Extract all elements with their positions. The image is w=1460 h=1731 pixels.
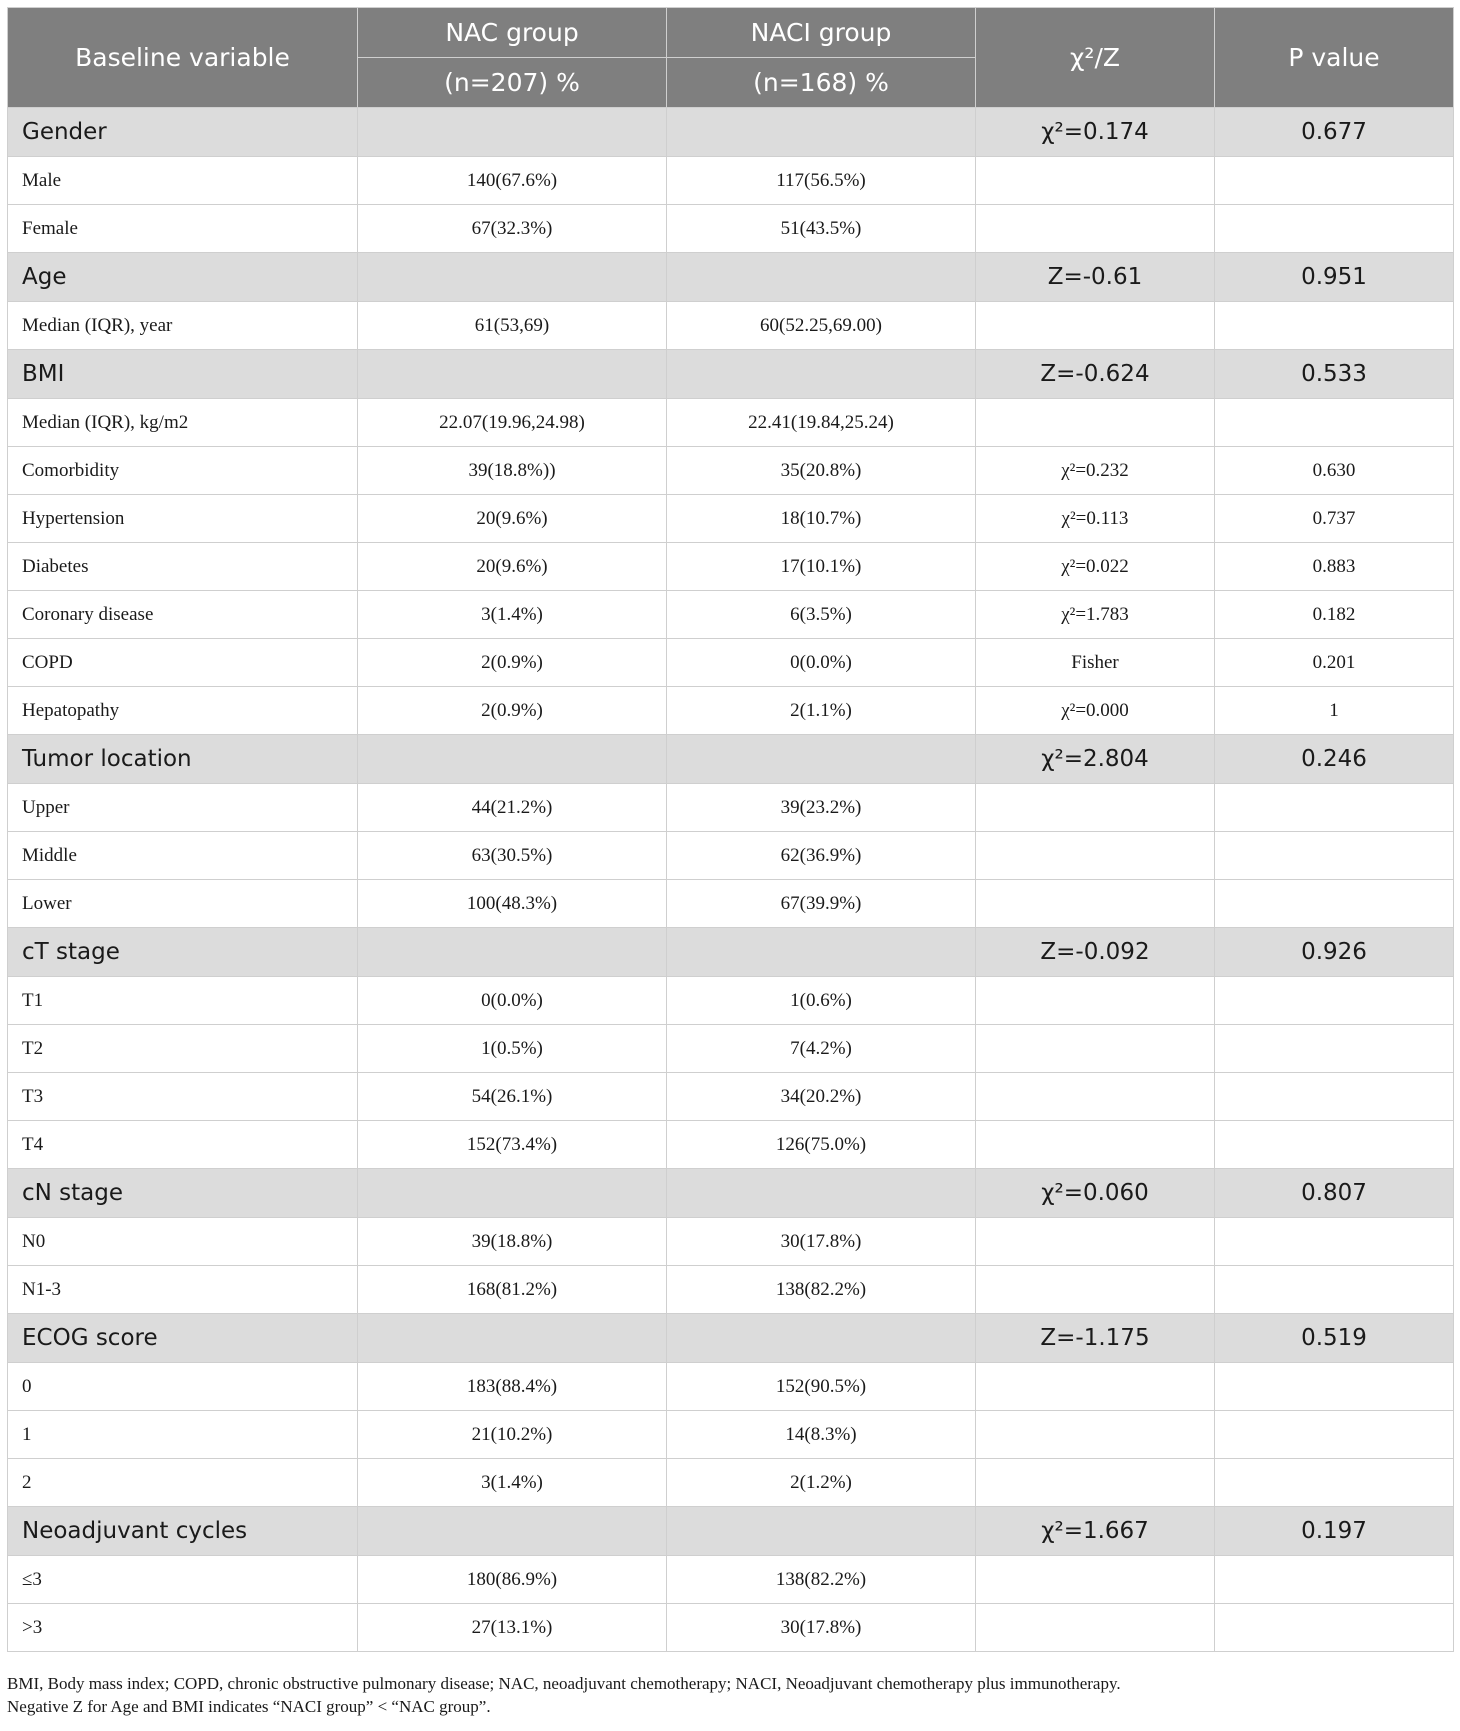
section-row	[8, 1507, 1454, 1556]
cell-statistic: χ²=0.113	[976, 495, 1215, 543]
cell-statistic: χ²=0.174	[976, 108, 1215, 157]
table-header	[8, 8, 1454, 108]
cell-statistic: Z=-0.092	[976, 928, 1215, 977]
cell-nac: 39(18.8%)	[358, 1218, 667, 1266]
cell-p-value: 0.737	[1215, 495, 1454, 543]
baseline-table	[7, 7, 1454, 1652]
table-row	[8, 1459, 1454, 1507]
cell-p-value	[1215, 880, 1454, 928]
cell-naci: 138(82.2%)	[667, 1266, 976, 1314]
cell-nac: 54(26.1%)	[358, 1073, 667, 1121]
cell-nac: 22.07(19.96,24.98)	[358, 399, 667, 447]
cell-naci: 30(17.8%)	[667, 1218, 976, 1266]
cell-naci: 152(90.5%)	[667, 1363, 976, 1411]
cell-statistic: Fisher	[976, 639, 1215, 687]
cell-nac: 180(86.9%)	[358, 1556, 667, 1604]
cell-statistic: χ²=1.783	[976, 591, 1215, 639]
cell-statistic: Z=-0.624	[976, 350, 1215, 399]
cell-statistic: Z=-0.61	[976, 253, 1215, 302]
cell-p-value: 0.197	[1215, 1507, 1454, 1556]
cell-variable: Female	[8, 205, 358, 253]
cell-nac: 140(67.6%)	[358, 157, 667, 205]
cell-variable: cT stage	[8, 928, 358, 977]
cell-nac: 20(9.6%)	[358, 543, 667, 591]
table-row	[8, 1121, 1454, 1169]
cell-statistic	[976, 157, 1215, 205]
cell-nac: 1(0.5%)	[358, 1025, 667, 1073]
footnote-negative-z: Negative Z for Age and BMI indicates “NACI group” < “NAC group”.	[7, 1697, 491, 1716]
cell-variable: ≤3	[8, 1556, 358, 1604]
cell-variable: Coronary disease	[8, 591, 358, 639]
cell-variable: Hypertension	[8, 495, 358, 543]
cell-statistic	[976, 1604, 1215, 1652]
cell-statistic: χ²=2.804	[976, 735, 1215, 784]
cell-naci: 22.41(19.84,25.24)	[667, 399, 976, 447]
section-row	[8, 108, 1454, 157]
cell-naci	[667, 1314, 976, 1363]
header-naci-group: NACI group	[667, 8, 976, 58]
cell-variable: 2	[8, 1459, 358, 1507]
table-row	[8, 687, 1454, 735]
cell-nac: 168(81.2%)	[358, 1266, 667, 1314]
cell-statistic: χ²=1.667	[976, 1507, 1215, 1556]
section-row	[8, 735, 1454, 784]
cell-nac	[358, 735, 667, 784]
cell-nac: 183(88.4%)	[358, 1363, 667, 1411]
header-p-value: P value	[1215, 8, 1454, 108]
cell-variable: 1	[8, 1411, 358, 1459]
cell-statistic	[976, 399, 1215, 447]
cell-nac: 2(0.9%)	[358, 687, 667, 735]
table-row	[8, 302, 1454, 350]
cell-statistic	[976, 302, 1215, 350]
cell-p-value: 0.201	[1215, 639, 1454, 687]
cell-nac: 20(9.6%)	[358, 495, 667, 543]
cell-nac	[358, 1507, 667, 1556]
cell-statistic	[976, 1025, 1215, 1073]
cell-nac: 21(10.2%)	[358, 1411, 667, 1459]
cell-p-value	[1215, 205, 1454, 253]
cell-naci: 2(1.1%)	[667, 687, 976, 735]
cell-nac	[358, 928, 667, 977]
cell-naci	[667, 735, 976, 784]
cell-naci: 6(3.5%)	[667, 591, 976, 639]
section-row	[8, 928, 1454, 977]
cell-nac	[358, 1314, 667, 1363]
cell-statistic: χ²=0.060	[976, 1169, 1215, 1218]
header-naci-n: (n=168) %	[667, 58, 976, 108]
table-row	[8, 1218, 1454, 1266]
cell-variable: N1-3	[8, 1266, 358, 1314]
cell-naci: 34(20.2%)	[667, 1073, 976, 1121]
cell-statistic	[976, 1121, 1215, 1169]
cell-nac: 44(21.2%)	[358, 784, 667, 832]
cell-nac: 63(30.5%)	[358, 832, 667, 880]
cell-p-value	[1215, 1459, 1454, 1507]
table-body	[8, 108, 1454, 1652]
cell-variable: ECOG score	[8, 1314, 358, 1363]
cell-variable: Hepatopathy	[8, 687, 358, 735]
cell-p-value: 0.677	[1215, 108, 1454, 157]
cell-naci	[667, 1507, 976, 1556]
cell-p-value	[1215, 832, 1454, 880]
cell-p-value	[1215, 1556, 1454, 1604]
cell-p-value: 0.883	[1215, 543, 1454, 591]
cell-variable: T1	[8, 977, 358, 1025]
table-row	[8, 447, 1454, 495]
footnote-abbreviations: BMI, Body mass index; COPD, chronic obstructive pulmonary disease; NAC, neoadjuvant chemotherapy; NACI, Neoadjuvant chemotherapy plus immunotherapy.	[7, 1674, 1121, 1693]
cell-statistic	[976, 1556, 1215, 1604]
cell-statistic	[976, 977, 1215, 1025]
cell-variable: Neoadjuvant cycles	[8, 1507, 358, 1556]
cell-variable: Diabetes	[8, 543, 358, 591]
table-footnotes	[7, 1672, 1453, 1718]
cell-nac	[358, 108, 667, 157]
cell-variable: >3	[8, 1604, 358, 1652]
section-row	[8, 1169, 1454, 1218]
cell-statistic: χ²=0.000	[976, 687, 1215, 735]
cell-nac: 2(0.9%)	[358, 639, 667, 687]
header-statistic: χ²/Z	[976, 8, 1215, 108]
cell-nac: 39(18.8%))	[358, 447, 667, 495]
section-row	[8, 253, 1454, 302]
cell-variable: 0	[8, 1363, 358, 1411]
table-row	[8, 639, 1454, 687]
cell-variable: Comorbidity	[8, 447, 358, 495]
cell-naci: 17(10.1%)	[667, 543, 976, 591]
header-nac-group: NAC group	[358, 8, 667, 58]
cell-nac: 27(13.1%)	[358, 1604, 667, 1652]
cell-naci	[667, 350, 976, 399]
cell-nac	[358, 1169, 667, 1218]
cell-p-value: 0.182	[1215, 591, 1454, 639]
cell-statistic: Z=-1.175	[976, 1314, 1215, 1363]
cell-statistic	[976, 880, 1215, 928]
table-row	[8, 157, 1454, 205]
cell-naci: 51(43.5%)	[667, 205, 976, 253]
cell-naci: 0(0.0%)	[667, 639, 976, 687]
cell-p-value: 0.246	[1215, 735, 1454, 784]
cell-statistic	[976, 784, 1215, 832]
cell-variable: T3	[8, 1073, 358, 1121]
cell-p-value	[1215, 302, 1454, 350]
cell-p-value	[1215, 1025, 1454, 1073]
cell-p-value	[1215, 1073, 1454, 1121]
cell-naci	[667, 253, 976, 302]
cell-naci: 30(17.8%)	[667, 1604, 976, 1652]
cell-naci: 67(39.9%)	[667, 880, 976, 928]
cell-statistic: χ²=0.232	[976, 447, 1215, 495]
cell-p-value	[1215, 1218, 1454, 1266]
cell-variable: Male	[8, 157, 358, 205]
table-row	[8, 1266, 1454, 1314]
cell-naci: 39(23.2%)	[667, 784, 976, 832]
cell-naci: 14(8.3%)	[667, 1411, 976, 1459]
cell-p-value	[1215, 1604, 1454, 1652]
cell-variable: Tumor location	[8, 735, 358, 784]
cell-p-value: 0.519	[1215, 1314, 1454, 1363]
cell-variable: Lower	[8, 880, 358, 928]
table-row	[8, 205, 1454, 253]
cell-p-value: 0.951	[1215, 253, 1454, 302]
cell-nac: 67(32.3%)	[358, 205, 667, 253]
cell-naci	[667, 928, 976, 977]
cell-variable: COPD	[8, 639, 358, 687]
cell-naci	[667, 1169, 976, 1218]
table-row	[8, 591, 1454, 639]
table-row	[8, 1073, 1454, 1121]
table-row	[8, 1363, 1454, 1411]
cell-p-value: 1	[1215, 687, 1454, 735]
cell-naci: 18(10.7%)	[667, 495, 976, 543]
cell-statistic	[976, 205, 1215, 253]
cell-statistic	[976, 832, 1215, 880]
cell-variable: Upper	[8, 784, 358, 832]
cell-naci: 35(20.8%)	[667, 447, 976, 495]
header-baseline-variable: Baseline variable	[8, 8, 358, 108]
cell-naci: 138(82.2%)	[667, 1556, 976, 1604]
table-row	[8, 1556, 1454, 1604]
section-row	[8, 350, 1454, 399]
cell-variable: T4	[8, 1121, 358, 1169]
cell-naci: 117(56.5%)	[667, 157, 976, 205]
cell-nac	[358, 350, 667, 399]
cell-statistic	[976, 1073, 1215, 1121]
cell-nac: 0(0.0%)	[358, 977, 667, 1025]
cell-p-value	[1215, 784, 1454, 832]
cell-p-value	[1215, 1363, 1454, 1411]
cell-nac: 61(53,69)	[358, 302, 667, 350]
table-row	[8, 1025, 1454, 1073]
cell-variable: Middle	[8, 832, 358, 880]
table-row	[8, 977, 1454, 1025]
cell-variable: T2	[8, 1025, 358, 1073]
cell-naci	[667, 108, 976, 157]
cell-nac: 3(1.4%)	[358, 591, 667, 639]
table-row	[8, 543, 1454, 591]
cell-nac: 152(73.4%)	[358, 1121, 667, 1169]
cell-p-value: 0.807	[1215, 1169, 1454, 1218]
cell-naci: 7(4.2%)	[667, 1025, 976, 1073]
cell-p-value	[1215, 1266, 1454, 1314]
cell-p-value: 0.630	[1215, 447, 1454, 495]
cell-statistic	[976, 1411, 1215, 1459]
table-row	[8, 399, 1454, 447]
cell-p-value	[1215, 157, 1454, 205]
section-row	[8, 1314, 1454, 1363]
cell-variable: cN stage	[8, 1169, 358, 1218]
cell-nac: 100(48.3%)	[358, 880, 667, 928]
cell-p-value	[1215, 399, 1454, 447]
table-row	[8, 1604, 1454, 1652]
cell-variable: BMI	[8, 350, 358, 399]
cell-variable: Median (IQR), kg/m2	[8, 399, 358, 447]
table-row	[8, 495, 1454, 543]
cell-statistic	[976, 1266, 1215, 1314]
cell-nac	[358, 253, 667, 302]
cell-p-value	[1215, 1121, 1454, 1169]
cell-naci: 62(36.9%)	[667, 832, 976, 880]
cell-naci: 60(52.25,69.00)	[667, 302, 976, 350]
cell-naci: 126(75.0%)	[667, 1121, 976, 1169]
cell-statistic	[976, 1363, 1215, 1411]
cell-statistic: χ²=0.022	[976, 543, 1215, 591]
table-row	[8, 880, 1454, 928]
cell-p-value	[1215, 1411, 1454, 1459]
cell-nac: 3(1.4%)	[358, 1459, 667, 1507]
cell-variable: Gender	[8, 108, 358, 157]
cell-variable: Age	[8, 253, 358, 302]
cell-p-value: 0.533	[1215, 350, 1454, 399]
cell-statistic	[976, 1218, 1215, 1266]
cell-p-value	[1215, 977, 1454, 1025]
cell-variable: N0	[8, 1218, 358, 1266]
header-nac-n: (n=207) %	[358, 58, 667, 108]
cell-naci: 2(1.2%)	[667, 1459, 976, 1507]
table-row	[8, 1411, 1454, 1459]
cell-variable: Median (IQR), year	[8, 302, 358, 350]
cell-naci: 1(0.6%)	[667, 977, 976, 1025]
table-row	[8, 784, 1454, 832]
table-row	[8, 832, 1454, 880]
cell-statistic	[976, 1459, 1215, 1507]
cell-p-value: 0.926	[1215, 928, 1454, 977]
